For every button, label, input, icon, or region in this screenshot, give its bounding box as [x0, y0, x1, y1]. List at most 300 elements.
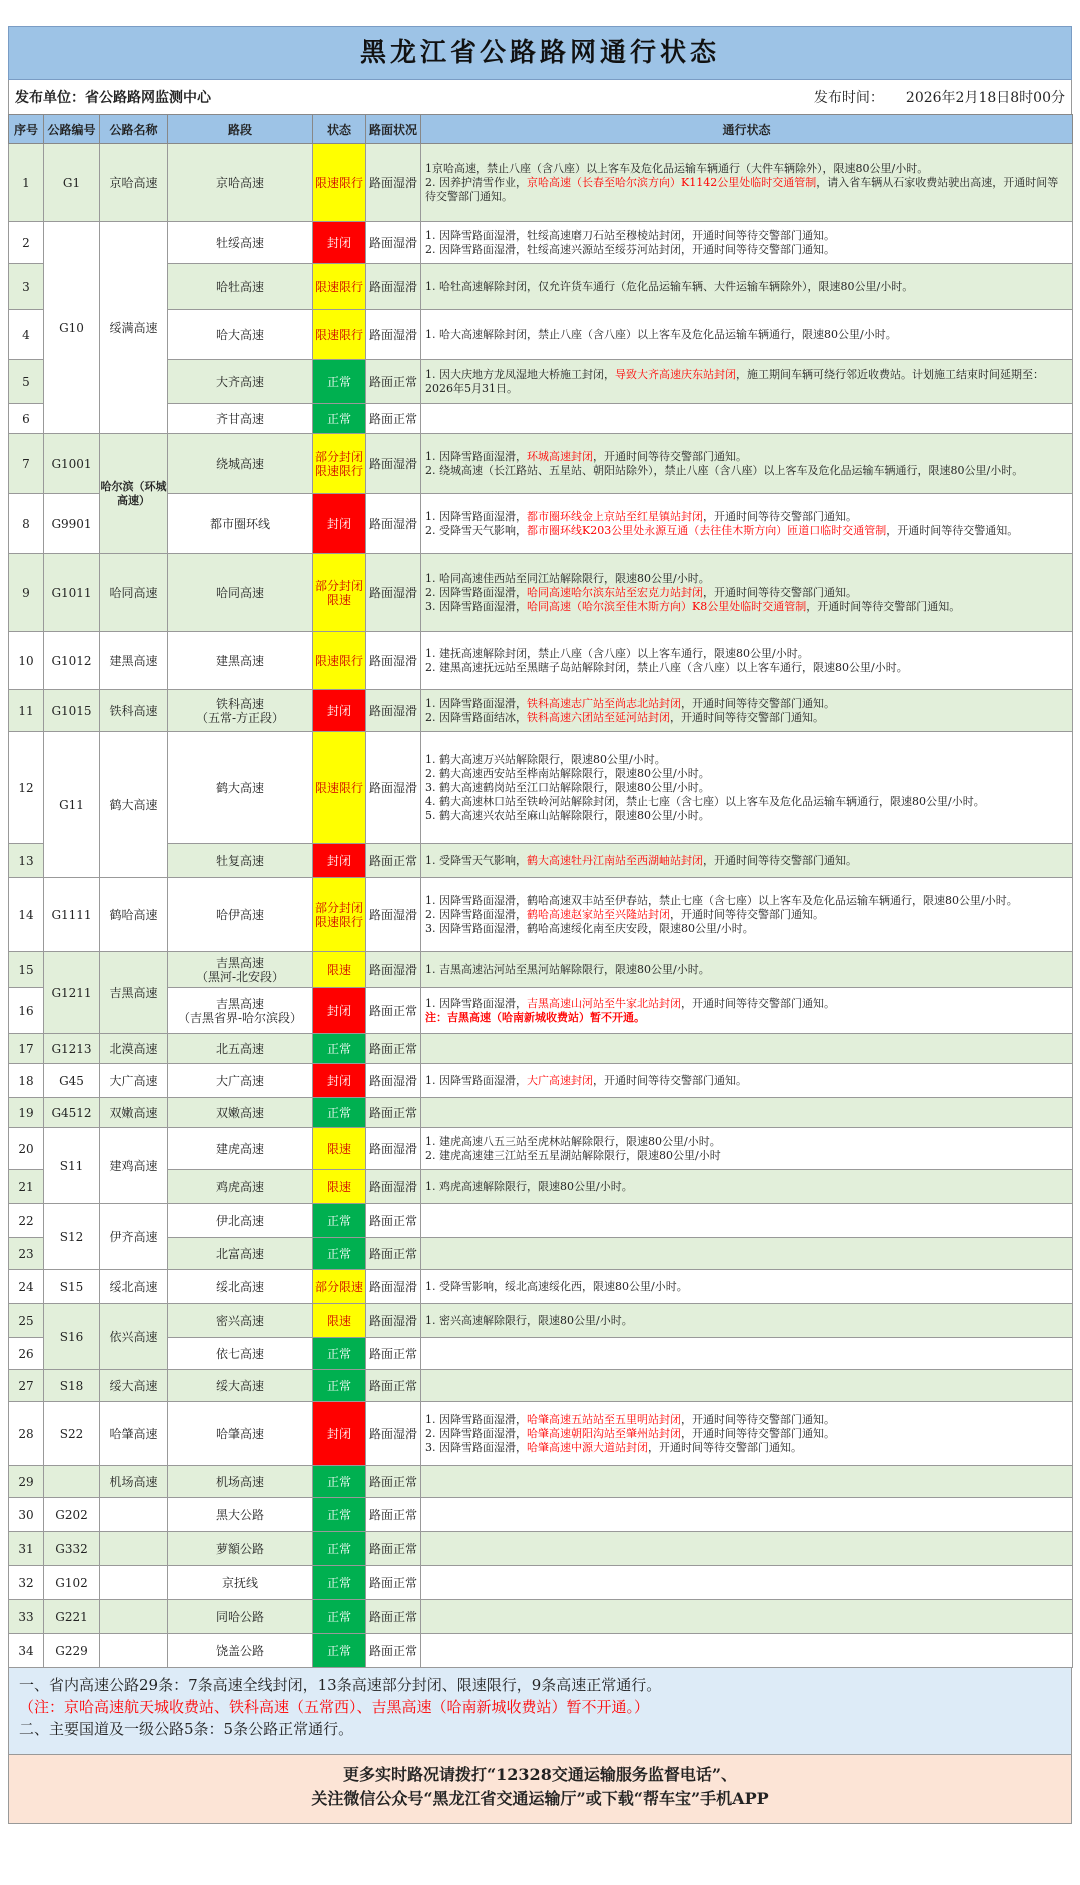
row-no: 22 [9, 1204, 44, 1238]
status-badge [313, 554, 366, 632]
table-row [9, 1498, 1073, 1532]
table-row [9, 360, 1073, 404]
traffic-detail: 1. 密兴高速解除限行，限速80公里/小时。 [421, 1304, 1073, 1338]
road-name: 北漠高速 [100, 1034, 168, 1064]
road-segment: 哈牡高速 [168, 264, 313, 310]
detail-highlight: 导致大齐高速庆东站封闭 [615, 367, 736, 381]
table-row [9, 1270, 1073, 1304]
table-row [9, 1304, 1073, 1338]
traffic-detail: 1. 鸡虎高速解除限行，限速80公里/小时。 [421, 1170, 1073, 1204]
road-condition: 路面湿滑 [366, 144, 421, 222]
road-name: 绥北高速 [100, 1270, 168, 1304]
detail-text: ，开通时间等待交警通知。 [886, 523, 1019, 537]
detail-line [425, 1427, 1068, 1441]
traffic-detail [421, 690, 1073, 732]
road-condition: 路面湿滑 [366, 434, 421, 494]
status-line: 限速 [326, 592, 351, 607]
road-name: 哈同高速 [100, 554, 168, 632]
row-no: 31 [9, 1532, 44, 1566]
table-row [9, 632, 1073, 690]
summary-line: 一、省内高速公路29条：7条高速全线封闭，13条高速部分封闭、限速限行，9条高速正常通行。 [19, 1676, 662, 1694]
row-no: 7 [9, 434, 44, 494]
table-row [9, 264, 1073, 310]
road-segment: 牡复高速 [168, 844, 313, 878]
detail-line: 3. 鹤大高速鹤岗站至江口站解除限行，限速80公里/小时。 [425, 780, 710, 794]
row-no: 5 [9, 360, 44, 404]
status-badge [313, 434, 366, 494]
detail-text: ，请入省车辆从石家收费站驶出高速，开通时间等待交警部门通知。 [425, 175, 1059, 203]
detail-text: ，开通时间等待交警部门通知。 [670, 710, 824, 724]
status-badge: 限速 [313, 1304, 366, 1338]
road-segment: 北富高速 [168, 1238, 313, 1270]
detail-line [425, 586, 1068, 600]
traffic-detail [421, 434, 1073, 494]
table-header [9, 115, 1073, 144]
page [8, 0, 1072, 1824]
detail-line: 5. 鹤大高速兴农站至麻山站解除限行，限速80公里/小时。 [425, 808, 710, 822]
status-badge: 限速 [313, 952, 366, 988]
table-row [9, 434, 1073, 494]
road-condition: 路面湿滑 [366, 494, 421, 554]
road-name: 鹤哈高速 [100, 878, 168, 952]
detail-text: 2. 因降雪路面湿滑， [425, 585, 527, 599]
road-condition: 路面湿滑 [366, 1128, 421, 1170]
status-badge: 限速限行 [313, 144, 366, 222]
road-condition: 路面正常 [366, 1098, 421, 1128]
traffic-detail [421, 1634, 1073, 1668]
detail-highlight: 哈肇高速五站站至五里明站封闭 [527, 1412, 681, 1426]
road-condition: 路面正常 [366, 1600, 421, 1634]
road-name: 建黑高速 [100, 632, 168, 690]
road-condition: 路面湿滑 [366, 264, 421, 310]
road-code: G229 [44, 1634, 100, 1668]
detail-text: 2. 因降雪路面结冰， [425, 710, 527, 724]
road-name: 哈肇高速 [100, 1402, 168, 1466]
road-segment: 萝額公路 [168, 1532, 313, 1566]
road-name: 绥满高速 [100, 222, 168, 434]
road-segment: 北五高速 [168, 1034, 313, 1064]
table-row [9, 844, 1073, 878]
detail-line: 2. 鹤大高速西安站至桦南站解除限行，限速80公里/小时。 [425, 766, 710, 780]
road-condition: 路面湿滑 [366, 690, 421, 732]
status-badge: 正常 [313, 1034, 366, 1064]
road-condition: 路面正常 [366, 1034, 421, 1064]
traffic-detail [421, 494, 1073, 554]
table-row [9, 1238, 1073, 1270]
road-name: 双嫩高速 [100, 1098, 168, 1128]
row-no: 9 [9, 554, 44, 632]
traffic-detail [421, 878, 1073, 952]
road-segment: 建黑高速 [168, 632, 313, 690]
table-row [9, 494, 1073, 554]
segment-line: 吉黑高速 [215, 996, 264, 1011]
row-no: 10 [9, 632, 44, 690]
page-title: 黑龙江省公路路网通行状态 [8, 26, 1072, 80]
table-row [9, 1466, 1073, 1498]
detail-text: 2. 因降雪路面湿滑， [425, 1426, 527, 1440]
road-condition: 路面湿滑 [366, 1270, 421, 1304]
road-segment: 哈同高速 [168, 554, 313, 632]
road-segment: 双嫩高速 [168, 1098, 313, 1128]
detail-highlight: 环城高速封闭 [527, 449, 593, 463]
row-no: 8 [9, 494, 44, 554]
row-no: 28 [9, 1402, 44, 1466]
road-name: 大广高速 [100, 1064, 168, 1098]
road-code: G1111 [44, 878, 100, 952]
road-code: G1011 [44, 554, 100, 632]
road-code: S15 [44, 1270, 100, 1304]
traffic-detail [421, 554, 1073, 632]
status-badge: 封闭 [313, 494, 366, 554]
row-no: 17 [9, 1034, 44, 1064]
road-segment: 绥大高速 [168, 1370, 313, 1402]
road-segment: 机场高速 [168, 1466, 313, 1498]
col-header-segment: 路段 [168, 115, 313, 144]
road-code: G11 [44, 732, 100, 878]
detail-highlight: 鹤大高速牡丹江南站至西湖岫站封闭 [527, 853, 703, 867]
traffic-detail [421, 1370, 1073, 1402]
table-row [9, 310, 1073, 360]
detail-line: 4. 鹤大高速林口站至铁岭河站解除封闭，禁止七座（含七座）以上客车及危化品运输车辆通行，限速80公里/小时。 [425, 794, 985, 808]
table-row [9, 1128, 1073, 1170]
table-row [9, 1064, 1073, 1098]
road-code: G1012 [44, 632, 100, 690]
detail-highlight: 哈同高速哈尔滨东站至宏克力站封闭 [527, 585, 703, 599]
table-row [9, 554, 1073, 632]
detail-text: ，开通时间等待交警部门通知。 [703, 853, 857, 867]
detail-line [425, 1413, 1068, 1427]
publish-time-label: 发布时间： [813, 90, 884, 106]
detail-text: ，开通时间等待交警部门通知。 [670, 907, 824, 921]
traffic-detail [421, 404, 1073, 434]
road-segment: 哈伊高速 [168, 878, 313, 952]
summary-section [8, 1668, 1072, 1755]
status-badge: 正常 [313, 1566, 366, 1600]
detail-text: ，开通时间等待交警部门通知。 [681, 1412, 835, 1426]
detail-line: 2. 因降雪路面湿滑，牡绥高速兴源站至绥芬河站封闭，开通时间等待交警部门通知。 [425, 242, 835, 256]
road-name: 哈尔滨（环城高速） [100, 434, 168, 554]
status-badge [313, 878, 366, 952]
traffic-detail [421, 844, 1073, 878]
detail-text: 1. 因降雪路面湿滑， [425, 696, 527, 710]
road-code: S16 [44, 1304, 100, 1370]
road-segment: 同哈公路 [168, 1600, 313, 1634]
segment-line: 铁科高速 [215, 696, 264, 711]
road-code: G221 [44, 1600, 100, 1634]
road-segment: 齐甘高速 [168, 404, 313, 434]
detail-line [425, 1441, 1068, 1455]
detail-note: 注：吉黑高速（哈南新城收费站）暂不开通。 [425, 1010, 645, 1024]
road-segment: 大广高速 [168, 1064, 313, 1098]
detail-line: 1. 因降雪路面湿滑，牡绥高速磨刀石站至穆棱站封闭，开通时间等待交警部门通知。 [425, 228, 835, 242]
road-code: G1213 [44, 1034, 100, 1064]
road-code: G4512 [44, 1098, 100, 1128]
footer-contact [8, 1755, 1072, 1824]
road-condition: 路面湿滑 [366, 1064, 421, 1098]
status-badge: 限速限行 [313, 732, 366, 844]
road-condition: 路面湿滑 [366, 878, 421, 952]
road-code: G10 [44, 222, 100, 434]
traffic-detail: 1. 受降雪影响，绥北高速绥化西，限速80公里/小时。 [421, 1270, 1073, 1304]
col-header-code: 公路编号 [44, 115, 100, 144]
detail-line [425, 997, 1068, 1011]
road-name: 吉黑高速 [100, 952, 168, 1034]
detail-text: 3. 因降雪路面湿滑， [425, 599, 527, 613]
road-code: G332 [44, 1532, 100, 1566]
table-row [9, 1338, 1073, 1370]
status-badge: 正常 [313, 1204, 366, 1238]
road-segment: 京抚线 [168, 1566, 313, 1600]
row-no: 4 [9, 310, 44, 360]
detail-highlight: 吉黑高速山河站至牛家北站封闭 [527, 996, 681, 1010]
road-code: G45 [44, 1064, 100, 1098]
road-name: 铁科高速 [100, 690, 168, 732]
road-segment: 哈肇高速 [168, 1402, 313, 1466]
detail-highlight: 京哈高速（长春至哈尔滨方向）K1142公里处临时交通管制 [527, 175, 817, 189]
detail-text: 1. 因降雪路面湿滑， [425, 1073, 527, 1087]
row-no: 24 [9, 1270, 44, 1304]
road-name [100, 1634, 168, 1668]
traffic-detail [421, 222, 1073, 264]
detail-highlight: 铁科高速六团站至延河站封闭 [527, 710, 670, 724]
status-badge: 限速限行 [313, 632, 366, 690]
detail-line [425, 524, 1068, 538]
detail-highlight: 都市圈环线金上京站至红星镇站封闭 [527, 509, 703, 523]
road-segment [168, 988, 313, 1034]
road-name: 机场高速 [100, 1466, 168, 1498]
publisher-value: 省公路路网监测中心 [85, 90, 211, 106]
publish-info-bar [8, 80, 1072, 114]
row-no: 20 [9, 1128, 44, 1170]
road-code: S12 [44, 1204, 100, 1270]
col-header-road: 路面状况 [366, 115, 421, 144]
road-name [100, 1532, 168, 1566]
detail-text: ，开通时间等待交警部门通知。 [593, 449, 747, 463]
road-code: S22 [44, 1402, 100, 1466]
detail-line [425, 697, 1068, 711]
road-name: 绥大高速 [100, 1370, 168, 1402]
detail-text: 2. 因养护清雪作业， [425, 175, 527, 189]
col-header-no: 序号 [9, 115, 44, 144]
status-badge: 封闭 [313, 1402, 366, 1466]
road-code: G9901 [44, 494, 100, 554]
status-badge: 封闭 [313, 690, 366, 732]
road-name: 伊齐高速 [100, 1204, 168, 1270]
road-segment: 建虎高速 [168, 1128, 313, 1170]
status-badge: 封闭 [313, 844, 366, 878]
traffic-detail [421, 1466, 1073, 1498]
table-row [9, 144, 1073, 222]
row-no: 29 [9, 1466, 44, 1498]
col-header-status: 状态 [313, 115, 366, 144]
status-line: 限速限行 [314, 914, 363, 929]
row-no: 21 [9, 1170, 44, 1204]
table-row [9, 222, 1073, 264]
road-name: 依兴高速 [100, 1304, 168, 1370]
detail-line: 1. 建抚高速解除封闭，禁止八座（含八座）以上客车通行，限速80公里/小时。 [425, 646, 809, 660]
table-row [9, 1634, 1073, 1668]
status-line: 部分封闭 [314, 449, 363, 464]
detail-line: 3. 因降雪路面湿滑，鹤哈高速绥化南至庆安段，限速80公里/小时。 [425, 921, 754, 935]
detail-text: 2. 受降雪天气影响， [425, 523, 527, 537]
detail-line: 1. 鹤大高速万兴站解除限行，限速80公里/小时。 [425, 752, 666, 766]
publisher-label: 发布单位： [15, 90, 85, 106]
road-code: S18 [44, 1370, 100, 1402]
road-condition: 路面正常 [366, 1338, 421, 1370]
road-status-table [8, 114, 1073, 1668]
traffic-detail [421, 1034, 1073, 1064]
status-badge: 限速限行 [313, 264, 366, 310]
status-badge: 限速 [313, 1128, 366, 1170]
table-row [9, 988, 1073, 1034]
detail-line: 1. 因降雪路面湿滑，鹤哈高速双丰站至伊春站，禁止七座（含七座）以上客车及危化品运输车辆通行，限速80公里/小时。 [425, 893, 1018, 907]
traffic-detail [421, 1128, 1073, 1170]
traffic-detail: 1. 吉黑高速沾河站至黑河站解除限行，限速80公里/小时。 [421, 952, 1073, 988]
road-code [44, 1466, 100, 1498]
road-condition: 路面正常 [366, 1370, 421, 1402]
table-row [9, 404, 1073, 434]
road-code: G1 [44, 144, 100, 222]
road-segment: 大齐高速 [168, 360, 313, 404]
detail-line: 2. 绕城高速（长江路站、五星站、朝阳站除外），禁止八座（含八座）以上客车及危化品运输车辆通行，限速80公里/小时。 [425, 463, 1024, 477]
traffic-detail [421, 1566, 1073, 1600]
road-segment: 绕城高速 [168, 434, 313, 494]
publish-time-value: 2026年2月18日8时00分 [905, 90, 1065, 106]
segment-line: （吉黑省界-哈尔滨段） [177, 1010, 303, 1025]
status-badge: 正常 [313, 1532, 366, 1566]
road-condition: 路面正常 [366, 360, 421, 404]
traffic-detail [421, 1238, 1073, 1270]
table-row [9, 690, 1073, 732]
road-name [100, 1566, 168, 1600]
road-condition: 路面湿滑 [366, 732, 421, 844]
status-badge: 封闭 [313, 988, 366, 1034]
road-condition: 路面湿滑 [366, 1402, 421, 1466]
status-line: 限速限行 [314, 463, 363, 478]
table-row [9, 1170, 1073, 1204]
row-no: 11 [9, 690, 44, 732]
detail-highlight: 哈肇高速中源大道站封闭 [527, 1440, 648, 1454]
detail-text: 1. 因降雪路面湿滑， [425, 996, 527, 1010]
detail-text: 1. 因降雪路面湿滑， [425, 509, 527, 523]
detail-text: ，开通时间等待交警部门通知。 [593, 1073, 747, 1087]
road-name: 建鸡高速 [100, 1128, 168, 1204]
road-segment: 鸡虎高速 [168, 1170, 313, 1204]
segment-line: （五常-方正段） [195, 710, 285, 725]
road-condition: 路面正常 [366, 1498, 421, 1532]
detail-text: ，开通时间等待交警部门通知。 [806, 599, 961, 613]
detail-text: ，开通时间等待交警部门通知。 [703, 585, 857, 599]
road-condition: 路面正常 [366, 1566, 421, 1600]
road-segment: 牡绥高速 [168, 222, 313, 264]
detail-line: 1京哈高速，禁止八座（含八座）以上客车及危化品运输车辆通行（大件车辆除外），限速80公里/小时。 [425, 161, 929, 175]
table-row [9, 1402, 1073, 1466]
road-condition: 路面正常 [366, 988, 421, 1034]
row-no: 2 [9, 222, 44, 264]
detail-highlight: 鹤哈高速赵家站至兴隆站封闭 [527, 907, 670, 921]
detail-line: 2. 建黑高速抚远站至黑瞎子岛站解除封闭，禁止八座（含八座）以上客车通行，限速80公里/小时。 [425, 660, 908, 674]
status-badge: 正常 [313, 1634, 366, 1668]
road-segment: 绥北高速 [168, 1270, 313, 1304]
table-row [9, 1204, 1073, 1238]
status-badge: 限速限行 [313, 310, 366, 360]
detail-text: ，开通时间等待交警部门通知。 [681, 1426, 835, 1440]
road-code: G1001 [44, 434, 100, 494]
detail-text: ，施工期间车辆可绕行邻近收费站。计划施工结束时间延期至：2026年5月31日。 [425, 367, 1044, 395]
road-segment: 密兴高速 [168, 1304, 313, 1338]
detail-line [425, 711, 1068, 725]
detail-line: 1. 哈同高速佳西站至同江站解除限行，限速80公里/小时。 [425, 571, 710, 585]
road-segment: 京哈高速 [168, 144, 313, 222]
traffic-detail: 1. 哈大高速解除封闭，禁止八座（含八座）以上客车及危化品运输车辆通行，限速80公里/小时。 [421, 310, 1073, 360]
table-row [9, 1532, 1073, 1566]
road-condition: 路面正常 [366, 1238, 421, 1270]
segment-line: （黑河-北安段） [195, 969, 285, 984]
row-no: 30 [9, 1498, 44, 1532]
road-code: G1015 [44, 690, 100, 732]
road-code: G102 [44, 1566, 100, 1600]
traffic-detail [421, 1600, 1073, 1634]
traffic-detail [421, 1498, 1073, 1532]
road-condition: 路面湿滑 [366, 632, 421, 690]
segment-line: 吉黑高速 [215, 955, 264, 970]
row-no: 13 [9, 844, 44, 878]
detail-text: 1. 因降雪路面湿滑， [425, 1412, 527, 1426]
traffic-detail [421, 360, 1073, 404]
summary-note: （注：京哈高速航天城收费站、铁科高速（五常西）、吉黑高速（哈南新城收费站）暂不开通。） [19, 1698, 650, 1716]
detail-highlight: 大广高速封闭 [527, 1073, 593, 1087]
col-header-name: 公路名称 [100, 115, 168, 144]
table-row [9, 878, 1073, 952]
detail-text: ，开通时间等待交警部门通知。 [648, 1440, 802, 1454]
footer-line: 更多实时路况请拨打“12328交通运输服务监督电话”、 [342, 1765, 738, 1784]
status-badge: 正常 [313, 1098, 366, 1128]
road-code: S11 [44, 1128, 100, 1204]
road-condition: 路面正常 [366, 1634, 421, 1668]
detail-text: 3. 因降雪路面湿滑， [425, 1440, 527, 1454]
road-condition: 路面正常 [366, 1204, 421, 1238]
road-segment: 都市圈环线 [168, 494, 313, 554]
traffic-detail [421, 1532, 1073, 1566]
status-badge: 正常 [313, 1238, 366, 1270]
road-segment: 饶盖公路 [168, 1634, 313, 1668]
detail-line [425, 450, 1068, 464]
table-row [9, 732, 1073, 844]
traffic-detail [421, 1338, 1073, 1370]
detail-highlight: 都市圈环线K203公里处永源互通（去往佳木斯方向）匝道口临时交通管制 [527, 523, 887, 537]
table-row [9, 1370, 1073, 1402]
row-no: 6 [9, 404, 44, 434]
detail-line [425, 908, 1068, 922]
traffic-detail [421, 1098, 1073, 1128]
detail-line [425, 510, 1068, 524]
status-badge: 正常 [313, 1498, 366, 1532]
road-condition: 路面正常 [366, 404, 421, 434]
road-condition: 路面正常 [366, 844, 421, 878]
traffic-detail [421, 1204, 1073, 1238]
traffic-detail [421, 732, 1073, 844]
row-no: 15 [9, 952, 44, 988]
status-badge: 限速 [313, 1170, 366, 1204]
detail-highlight: 哈肇高速朝阳沟站至肇州站封闭 [527, 1426, 681, 1440]
traffic-detail [421, 988, 1073, 1034]
road-code: G202 [44, 1498, 100, 1532]
status-badge: 正常 [313, 1370, 366, 1402]
row-no: 26 [9, 1338, 44, 1370]
traffic-detail [421, 1064, 1073, 1098]
publisher [15, 87, 211, 107]
road-name [100, 1600, 168, 1634]
